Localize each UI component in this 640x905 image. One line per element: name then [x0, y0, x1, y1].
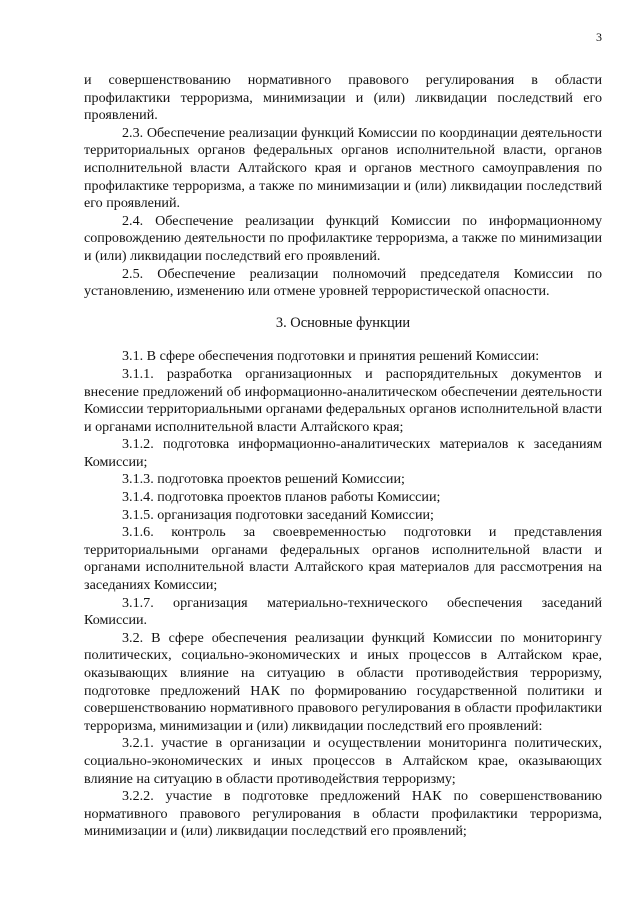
paragraph-2-4: 2.4. Обеспечение реализации функций Комиссии по информационному сопровождению деятельности по профилактике терроризма, а также по минимизации и (или) ликвидации последствий его проявлений.	[84, 212, 602, 264]
paragraph-3-1-2: 3.1.2. подготовка информационно-аналитических материалов к заседаниям Комиссии;	[84, 436, 602, 470]
document-body	[84, 72, 602, 841]
page-number: 3	[596, 30, 602, 44]
paragraph-3-1: 3.1. В сфере обеспечения подготовки и принятия решений Комиссии:	[122, 348, 540, 365]
section-heading: 3. Основные функции	[275, 314, 411, 331]
paragraph-3-1-4: 3.1.4. подготовка проектов планов работы Комиссии;	[122, 489, 441, 506]
paragraph-continuation: и совершенствованию нормативного правового регулирования в области профилактики терроризма, минимизации и (или) ликвидации последствий его проявлений.	[84, 72, 602, 124]
paragraph-3-1-5: 3.1.5. организация подготовки заседаний Комиссии;	[122, 506, 434, 523]
paragraph-3-1-6: 3.1.6. контроль за своевременностью подготовки и представления территориальными органами федеральных органов исполнительной власти и органами исполнительной власти Алтайского края материалов для рассмотрения на заседаниях Комиссии;	[84, 524, 602, 594]
paragraph-3-1-1: 3.1.1. разработка организационных и распорядительных документов и внесение предложений об информационно-аналитическом обеспечении деятельности Комиссии территориальными органами федеральных органов исполнительной власти и органами исполнительной власти Алтайского края;	[84, 365, 602, 435]
paragraph-3-2: 3.2. В сфере обеспечения реализации функций Комиссии по мониторингу политических, социально-экономических и иных процессов в Алтайском крае, оказывающих влияние на ситуацию в области противодействия терроризму, подготовке предложений НАК по формированию государственной политики и совершенствованию нормативного правового регулирования в области профилактики терроризма, минимизации и (или) ликвидации последствий его проявлений:	[84, 629, 602, 734]
paragraph-2-5: 2.5. Обеспечение реализации полномочий председателя Комиссии по установлению, изменению или отмене уровней террористической опасности.	[84, 265, 602, 300]
paragraph-3-2-2: 3.2.2. участие в подготовке предложений НАК по совершенствованию нормативного правового регулирования в области профилактики терроризма, минимизации и (или) ликвидации последствий его проявлений;	[84, 788, 602, 840]
paragraph-3-2-1: 3.2.1. участие в организации и осуществлении мониторинга политических, социально-экономических и иных процессов в Алтайском крае, оказывающих влияние на ситуацию в области противодействия терроризму;	[84, 735, 602, 787]
paragraph-3-1-3: 3.1.3. подготовка проектов решений Комиссии;	[122, 471, 405, 488]
paragraph-2-3: 2.3. Обеспечение реализации функций Комиссии по координации деятельности территориальных органов федеральных органов исполнительной власти, органов исполнительной власти Алтайского края и органов местного самоуправления по профилактике терроризма, а также по минимизации и (или) ликвидации последствий его проявлений.	[84, 124, 602, 212]
paragraph-3-1-7: 3.1.7. организация материально-технического обеспечения заседаний Комиссии.	[84, 594, 602, 629]
